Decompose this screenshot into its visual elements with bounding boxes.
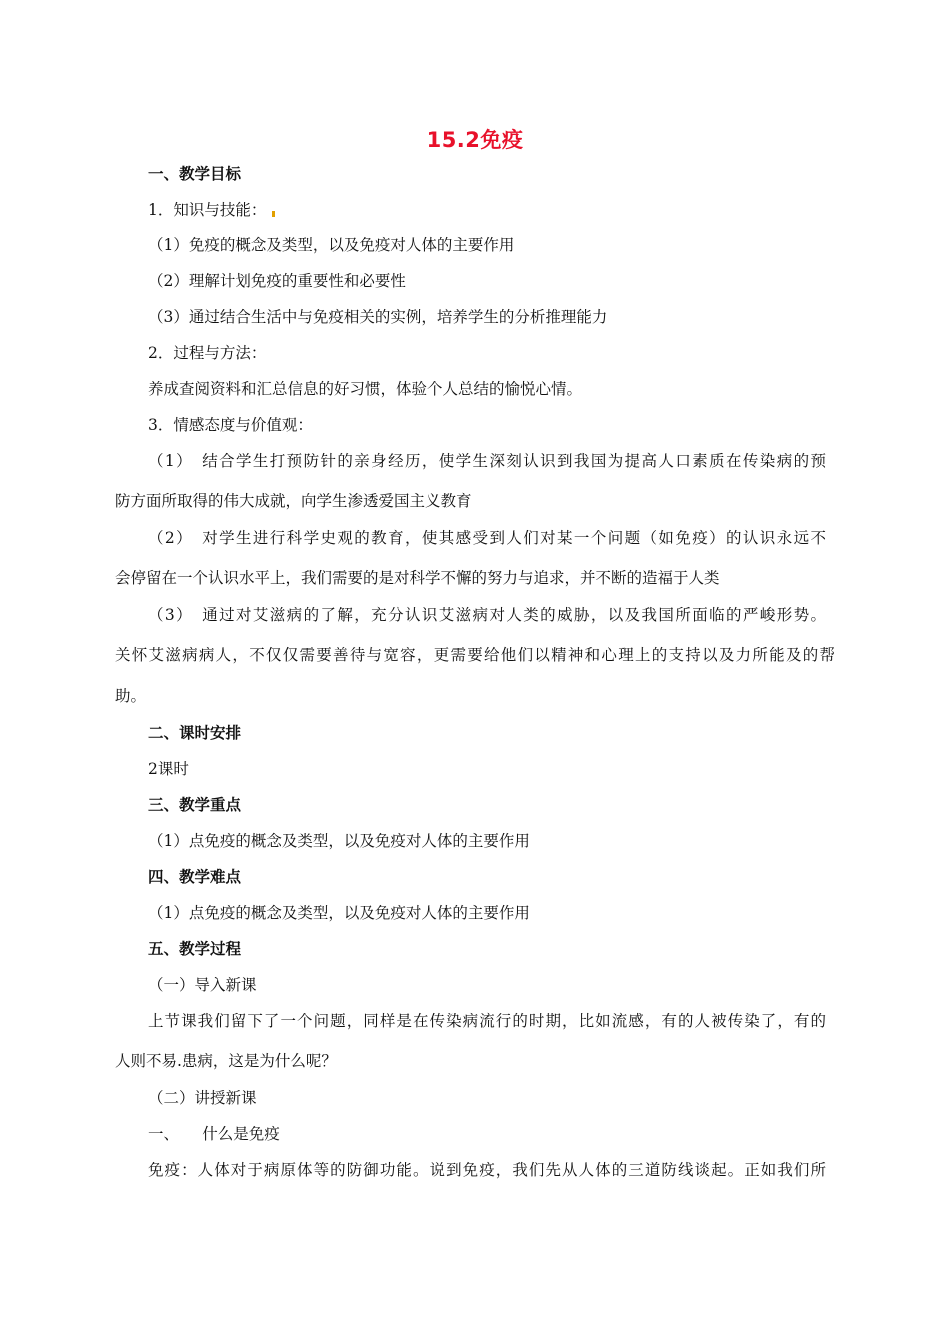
paragraph: （1）点免疫的概念及类型，以及免疫对人体的主要作用 bbox=[148, 832, 530, 850]
paragraph-line: 助。 bbox=[115, 687, 147, 705]
paragraph-line: 会停留在一个认识水平上，我们需要的是对科学不懈的努力与追求，并不断的造福于人类 bbox=[115, 569, 720, 587]
paragraph-line: （3） 通过对艾滋病的了解，充分认识艾滋病对人类的威胁，以及我国所面临的严峻形势。 bbox=[148, 606, 826, 624]
paragraph-line: 人则不易.患病，这是为什么呢？ bbox=[115, 1052, 337, 1070]
paragraph-line: （2） 对学生进行科学史观的教育，使其感受到人们对某一个问题（如免疫）的认识永远不 bbox=[148, 529, 826, 547]
paragraph: （3）通过结合生活中与免疫相关的实例，培养学生的分析推理能力 bbox=[148, 308, 608, 326]
paragraph-line: 防方面所取得的伟大成就，向学生渗透爱国主义教育 bbox=[115, 492, 472, 510]
paragraph-line: （1） 结合学生打预防针的亲身经历，使学生深刻认识到我国为提高人口素质在传染病的预 bbox=[148, 452, 826, 470]
paragraph: （1）免疫的概念及类型，以及免疫对人体的主要作用 bbox=[148, 236, 515, 254]
paragraph-line: 关怀艾滋病病人，不仅仅需要善待与宽容，更需要给他们以精神和心理上的支持以及力所能及的帮 bbox=[115, 646, 835, 664]
section-heading-difficulties: 四、教学难点 bbox=[148, 868, 242, 886]
paragraph-line: 上节课我们留下了一个问题，同样是在传染病流行的时期，比如流感，有的人被传染了，有的 bbox=[148, 1012, 826, 1030]
subheading-what-is-immunity: 一、 什么是免疫 bbox=[148, 1125, 280, 1143]
section-heading-key-points: 三、教学重点 bbox=[148, 796, 242, 814]
paragraph: 2课时 bbox=[148, 760, 189, 778]
paragraph-line: 免疫：人体对于病原体等的防御功能。说到免疫，我们先从人体的三道防线谈起。正如我们所 bbox=[148, 1161, 826, 1179]
paragraph: （1）点免疫的概念及类型，以及免疫对人体的主要作用 bbox=[148, 904, 530, 922]
subheading-intro: （一）导入新课 bbox=[148, 976, 257, 994]
subheading-knowledge bbox=[148, 200, 275, 220]
subheading-knowledge-text: 1．知识与技能： bbox=[148, 201, 267, 219]
subheading-attitude: 3．情感态度与价值观： bbox=[148, 416, 313, 434]
paragraph: （2）理解计划免疫的重要性和必要性 bbox=[148, 272, 406, 290]
highlight-mark bbox=[272, 211, 275, 217]
subheading-process: 2．过程与方法： bbox=[148, 344, 267, 362]
document-title: 15.2免疫 bbox=[426, 128, 524, 152]
subheading-new-lesson: （二）讲授新课 bbox=[148, 1089, 257, 1107]
section-heading-process: 五、教学过程 bbox=[148, 940, 242, 958]
paragraph: 养成查阅资料和汇总信息的好习惯，体验个人总结的愉悦心情。 bbox=[148, 380, 583, 398]
section-heading-schedule: 二、课时安排 bbox=[148, 724, 242, 742]
section-heading-objectives: 一、教学目标 bbox=[148, 165, 242, 183]
